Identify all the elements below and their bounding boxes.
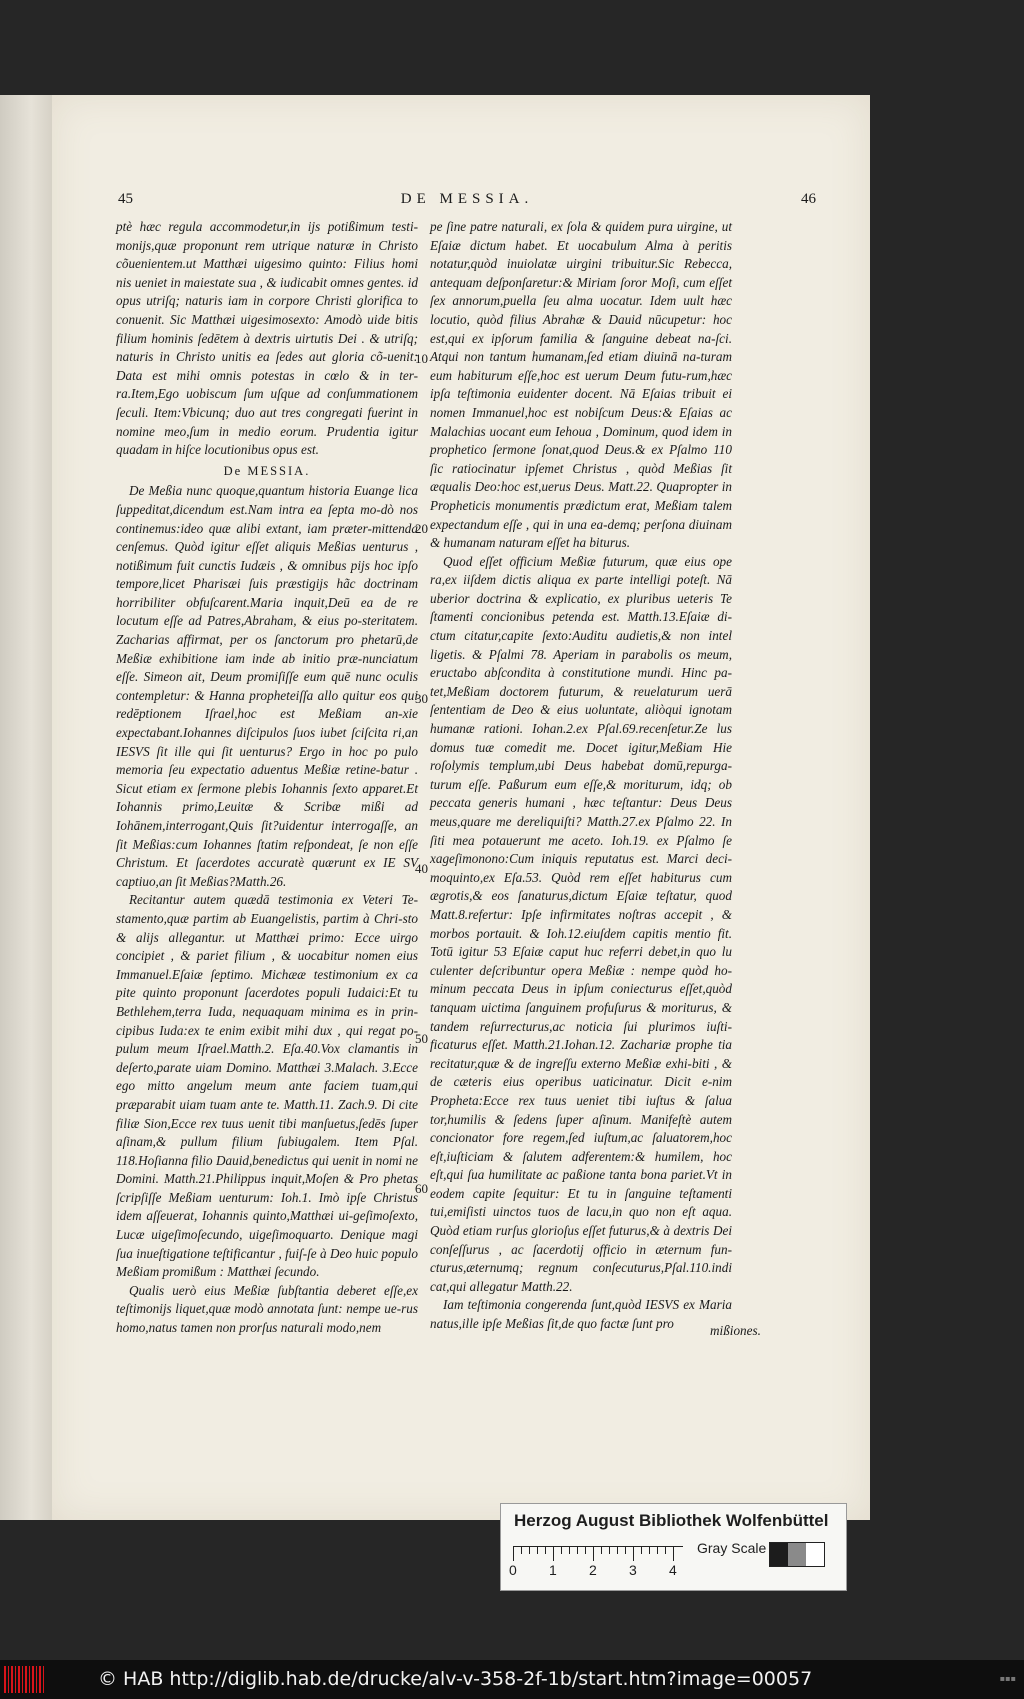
catchword: mißiones. — [710, 1323, 761, 1338]
paragraph: De Meßia nunc quoque,quantum historia Euange lica ſuppeditat,dicendum est.Nam intra ea ſepta mo-dò nos continemus:ideo quæ alibi extant, iam præter-mittenda cenſemus. Quòd igitur eſſet aliquis Meßias uenturus , notißimum fuit cunctis Iudæis , & omnibus pijs hoc ipſo tempore,licet Pharisæi ſuis præstigijs hãc doctrinam horribiliter obfuſcarent.Maria inquit,Deū ea de re locutum eſſe ad Patres,Abraham, & eius po-steritatem. Zacharias affirmat, per os ſanctorum pro phetarū,de Meßiæ exhibitione iam inde ab initio præ-nunciatum eſſe. Simeon ait, Deum promiſiſſe eum quē nunc oculis contempletur: & Hanna propheteiſſa allo quitur eos qui redēptionem Iſrael,hoc est Meßiam an-xie expectabant.Iohannes diſcipulos ſuos iubet ſciſcita ri,an IESVS ſit ille qui ſit uenturus? Ergo in hoc po pulo memoria ſeu expectatio aduentus Meßiæ retine-batur . Sicut etiam ex ſermone plebis Iohannis ſexto apparet.Et Iohannis primo,Leuitæ & Scribæ mißi ad Iohānem,interrogant,Quis ſit?uidentur interrogaſſe, an ſit Meßias:cum Iohannes ſtatim reſpondeat, ſe non eſſe Christum. Et ſacerdotes accuratè quærunt ex IE SV captiuo,an ſit Meßias?Matth.26. — [116, 483, 418, 889]
scale-number: 0 — [509, 1562, 517, 1578]
line-number: 50 — [415, 1031, 428, 1046]
barcode-logo-icon — [4, 1666, 44, 1693]
gray-patch — [788, 1543, 806, 1566]
ruler-scale — [513, 1546, 683, 1561]
gray-patch — [806, 1543, 824, 1566]
paragraph: Qualis uerò eius Meßiæ ſubſtantia deberet eſſe,ex teſtimonijs liquet,quæ modò annotata ſunt: nempe ue-rus homo,natus tamen non prorſus naturali modo,nem — [116, 1282, 418, 1336]
scale-number: 2 — [589, 1562, 597, 1578]
scale-number: 3 — [629, 1562, 637, 1578]
source-url[interactable]: © HAB http://diglib.hab.de/drucke/alv-v-358-2f-1b/start.htm?image=00057 — [98, 1668, 813, 1690]
line-number: 20 — [415, 521, 428, 536]
gray-patches — [769, 1542, 825, 1567]
line-number: 60 — [415, 1181, 428, 1196]
book-page — [52, 95, 870, 1520]
paragraph: Recitantur autem quædā testimonia ex Veteri Te-stamento,quæ partim ab Euangelistis, partim à Chri-sto & alijs allegantur. ut Matthæi primo: Ecce uirgo concipiet , & pariet filium , & uocabitur nomen eius Immanuel.Eſaiæ ſeptimo. Michææ testimonium ex ca pite quinto proponunt ſacerdotes populi Iudaici:Et tu Bethlehem,terra Iuda, nequaquam minima es in prin-cipibus Iuda:ex te enim exibit mihi dux , qui regat po-pulum meum Iſrael.Matth.2. Eſa.40.Vox clamantis in deſerto,parate uiam Domino. Matthæi 3.Malach. 3.Ecce ego mitto angelum meum ante faciem tuam,qui præparabit uiam tuam ante te. Matth.11. Zach.9. Di cite filiæ Sion,Ecce rex tuus uenit tibi manſuetus,ſedēs ſuper aſinam,& pullum filium ſubiugalem. Item Pſal. 118.Hoſianna filio Dauid,benedictus qui uenit in nomi ne Domini. Matth.21.Philippus inquit,Moſen & Pro phetas ſcripſiſſe Meßiam uenturum: Ioh.1. Imò ipſe Christus idem aſſeuerat, Iohannis quinto,Matthæi ui-geſimoſexto, Lucæ uigeſimoſecundo, uigeſimoquarto. Denique magi ſua inueſtigatione teſtificantur , fuiſ-ſe à Deo huic populo Meßiam promißum : Matthæi ſecundo. — [116, 892, 418, 1280]
library-name: Herzog August Bibliothek Wolfenbüttel — [514, 1511, 829, 1530]
viewer-footer — [0, 1660, 1024, 1699]
line-number: 30 — [415, 691, 428, 706]
line-number: 10 — [415, 351, 428, 366]
corner-mark: ▪▪▪ — [999, 1674, 1016, 1683]
gray-scale-label: Gray Scale — [697, 1540, 767, 1556]
running-head — [118, 191, 816, 215]
folio-right: 46 — [801, 191, 816, 207]
paragraph: Iam teſtimonia congerenda ſunt,quòd IESVS ex Maria natus,ille ipſe Meßias ſit,de quo factæ ſunt pro — [430, 1297, 732, 1332]
adjacent-page-edge — [0, 95, 52, 1520]
folio-left: 45 — [118, 191, 133, 207]
running-title: DE MESSIA. — [400, 191, 534, 207]
paragraph: ptè hæc regula accommodetur,in ijs potißimum testi-monijs,quæ proponunt rem utrique naturæ in Christo cõuenientem.ut Matthæi uigesimo quinto: Filius homi nis ueniet in maiestate sua , & iudicabit omnes gentes. id opus utriſq; naturis iam in corpore Christi glorifica to conuenit. Sic Matthæi uigesimosexto: Amodò uide bitis filium hominis ſedētem à dextris uirtutis Dei . & utriſq; naturis in Christo unitis ea ſedes aut gloria cõ-uenit: Data est mihi omnis potestas in cœlo & in ter-ra.Item,Ego uobiscum ſum uſque ad conſummationem ſeculi. Item:Vbicunq; duo aut tres congregati fuerint in nomine meo,ſum in medio eorum. Prudentia igitur quadam in hiſce locutionibus opus est. — [116, 219, 418, 458]
gray-patch — [770, 1543, 788, 1566]
scale-number: 1 — [549, 1562, 557, 1578]
color-target-card — [500, 1503, 847, 1591]
left-column — [116, 218, 418, 1338]
scale-number: 4 — [669, 1562, 677, 1578]
line-number: 40 — [415, 861, 428, 876]
paragraph: pe ſine patre naturali, ex ſola & quidem pura uirgine, ut Eſaiæ dictum habet. Et uocabulum Alma à peritis notatur,quòd inuiolatæ uirgini tribuitur.Sic Rebecca, antequam deſponſaretur:& Miriam ſoror Moſi, cum eſſet ſex annorum,puella ſeu alma uocatur. Idem uult hæc locutio, quòd filius Abrahæ & Dauid nūcupetur: hoc est,qui ex ipſorum familia & ſanguine debeat na-ſci. Atqui non tantum humanam,ſed etiam diuinā na-turam eum habiturum eſſe,hoc est uerum Deum futu-rum,hæc ipſa teſtimonia euidenter docent. Nā Eſaias tribuit ei nomen Immanuel,hoc est nobiſcum Deus:& Eſaias ac Malachias uocant eum Iehoua , Dominum, quod idem in prophetico ſermone ſonat,quod Deus.& ex Pſalmo 110 ſic ratiocinatur ipſemet Christus , quòd Meßias ſit æqualis Deo:hoc est,uerus Deus. Matt.22. Quapropter in Propheticis monumentis prædictum erat, Meßiam talem expectandum eſſe , qui in una ea-demq; perſona diuinam & humanam naturam eſſet ha biturus. — [430, 219, 732, 551]
paragraph: Quod eſſet officium Meßiæ futurum, quæ eius ope ra,ex iiſdem dictis aliqua ex parte intelligi poteſt. Nā uberior doctrina & explicatio, ex pluribus ueteris Te ſtamenti concionibus petenda est. Matth.13.Eſaiæ di-ctum citatur,capite ſexto:Auditu audietis,& non intel ligetis. & Pſalmi 78. Aperiam in parabolis os meum, eructabo abſcondita à constitutione mundi. Hinc pa-tet,Meßiam doctorem futurum, & reuelaturum uerā ſententiam de Deo & eius uoluntate, aliòqui ignotam humanæ rationi. Iohan.2.ex Pſal.69.recenſetur.Ze lus domus tuæ comedit me. Docet igitur,Meßiam Hie roſolymis templum,ubi Deus habebat domū,repurga-turum eſſe. Paßurum eum eſſe,& moriturum, idq; ob peccata generis humani , hæc teſtantur: Deus Deus meus,quare me dereliquiſti? Matth.27.ex Pſalmo 22. In ſiti mea potauerunt me aceto. Ioh.19. ex Pſalmo ſe xageſimonono:Cum iniquis reputatus est. Marci deci-moquinto,ex Eſa.53. Quòd rem eſſet habiturus cum ægrotis,& eos ſanaturus,dictum Eſaiæ teſtatur, quod Matt.8.refertur: Ipſe infirmitates noſtras accepit , & morbos portauit. & Ioh.12.eiuſdem capitis mentio fit. Totū igitur 53 Eſaiæ caput huc referri debet,in quo lu culenter deſcribuntur opera Meßiæ : nempe quòd ho-minum peccata Deus in ipſum coniecturus eſſet,quòd tanquam uictima ſanguinem profuſurus & moriturus, & tandem reſurrecturus,ac noticia ſui plurimos iuſti-ficaturus eſſet. Matth.21.Iohan.12. Zachariæ prophe tia recitatur,quæ & de ingreſſu externo Meßiæ exhi-biti , & de cæteris eius operibus uaticinatur. Dicit e-nim Propheta:Ecce rex tuus ueniet tibi iuſtus & ſalua tor,humilis & ſedens ſuper aſinum. Manifeſtè autem concionator fore regem,ſed iuſtum,ac ſaluatorem,hoc eſt,iuſticiam & ſalutem adferentem:& humilem, hoc eſt,qui ſua humilitate ac paßione tanta bona pariet.Vt in eodem capite ſequitur: Et tu in ſanguine teſtamenti tui,emiſisti uinctos tuos de lacu,in quo non eſt aqua. Quòd etiam rurſus glorioſus eſſet futurus,& à dextris Dei conſeſſurus , ac ſacerdotij officio in æternum fun-cturus,æternumq; regnum conſecuturus,Pſal.110.indi cat,qui allegatur Matth.22. — [430, 553, 732, 1294]
section-heading: De MESSIA. — [223, 463, 311, 478]
right-column — [430, 218, 732, 1334]
